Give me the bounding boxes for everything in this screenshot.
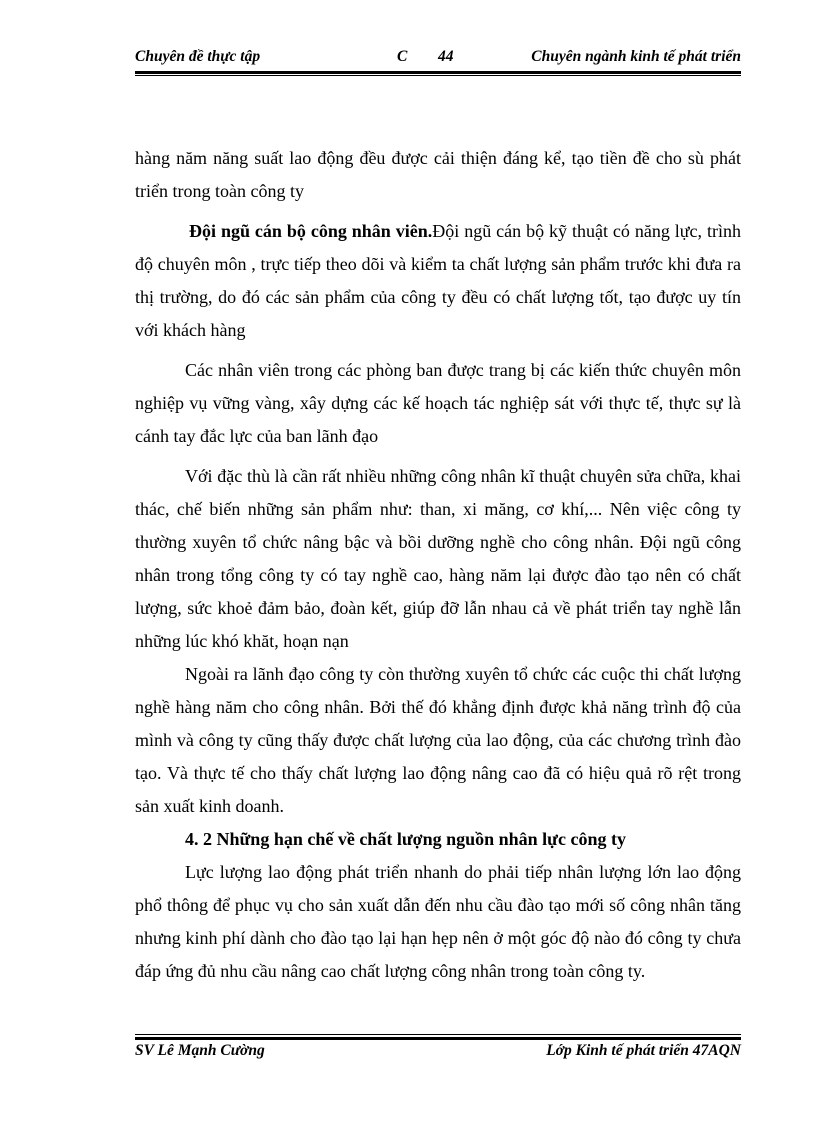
- paragraph-staff-text: Đội ngũ cán bộ kỹ thuật có năng lực, trình độ chuyên môn , trực tiếp theo dõi và kiểm ta chất lượng sản phẩm trước khi đưa ra thị trường, do đó các sản phẩm của công ty đều có chất lượng tốt, tạo được uy tín với khách hàng: [135, 221, 741, 340]
- paragraph-contests: Ngoài ra lãnh đạo công ty còn thường xuyên tổ chức các cuộc thi chất lượng nghề hàng năm cho công nhân. Bởi thế đó khẳng định được khả năng trình độ của mình và công ty cũng thấy được chất lượng của lao động, của các chương trình đào tạo. Và thực tế cho thấy chất lượng lao động nâng cao đã có hiệu quả rõ rệt trong sản xuất kinh doanh.: [135, 664, 741, 816]
- paragraph-employees: Các nhân viên trong các phòng ban được trang bị các kiến thức chuyên môn nghiệp vụ vững vàng, xây dựng các kế hoạch tác nghiệp sát với thực tế, thực sự là cánh tay đắc lực của ban lãnh đạo: [135, 360, 741, 446]
- footer-divider: [135, 1034, 741, 1040]
- header-divider: [135, 71, 741, 76]
- header-document-type: Chuyên đề thực tập: [135, 48, 261, 65]
- paragraph-staff-lead: Đội ngũ cán bộ công nhân viên.: [189, 221, 433, 241]
- paragraph-technicians: Với đặc thù là cần rất nhiều những công nhân kĩ thuật chuyên sửa chữa, khai thác, chế biến những sản phẩm như: than, xi măng, cơ khí,... Nên việc công ty thường xuyên tổ chức nâng bậc và bồi dưỡng nghề cho công nhân. Đội ngũ công nhân trong tổng công ty có tay nghề cao, hàng năm lại được đào tạo nên có chất lượng, sức khoẻ đảm bảo, đoàn kết, giúp đỡ lẫn nhau cả về phát triển tay nghề lẫn những lúc khó khăt, hoạn nạn: [135, 466, 741, 651]
- paragraph-productivity: hàng năm năng suất lao động đều được cải thiện đáng kể, tạo tiền đề cho sù phát triển trong toàn công ty: [135, 148, 741, 201]
- footer-student-name: SV Lê Mạnh Cường: [135, 1042, 265, 1059]
- paragraph-staff: [135, 215, 741, 347]
- paragraph-limitations: Lực lượng lao động phát triển nhanh do phải tiếp nhân lượng lớn lao động phổ thông để phục vụ cho sản xuất dẫn đến nhu cầu đào tạo mới số công nhân tăng nhưng kinh phí dành cho đào tạo lại hạn hẹp nên ở một góc độ nào đó công ty chưa đáp ứng đủ nhu cầu nâng cao chất lượng công nhân trong toàn công ty.: [135, 862, 741, 981]
- page-header: [135, 48, 741, 70]
- header-chapter: C: [397, 48, 408, 65]
- page-body: [135, 142, 741, 988]
- section-heading: 4. 2 Những hạn chế về chất lượng nguồn nhân lực công ty: [185, 829, 626, 849]
- header-major: Chuyên ngành kinh tế phát triển: [531, 48, 741, 65]
- page-footer: [135, 1042, 741, 1064]
- footer-class: Lớp Kinh tế phát triển 47AQN: [546, 1042, 741, 1059]
- header-page-number: 44: [438, 48, 454, 65]
